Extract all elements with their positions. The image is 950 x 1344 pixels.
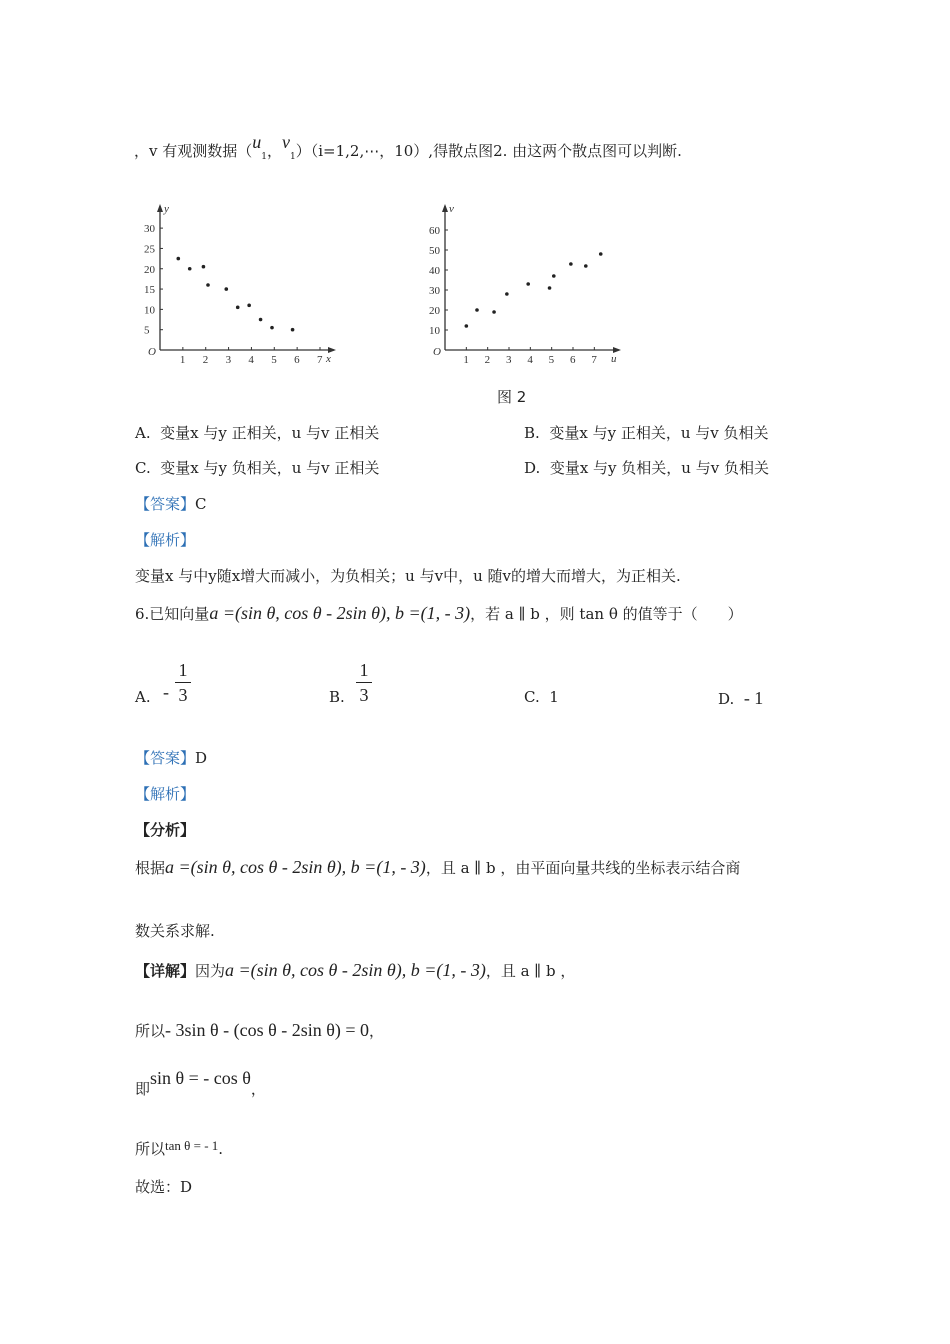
scatter-point: [552, 274, 556, 278]
q6-step1: 所以- 3sin θ - (cos θ - 2sin θ) = 0，: [135, 1020, 385, 1040]
intro-prefix: ，v 有观测数据（: [134, 142, 253, 160]
q6-stem: 6.已知向量a =(sin θ, cos θ - 2sin θ), b =(1, - 3)，若 a ∥ b ，则 tan θ 的值等于（ ）: [135, 603, 743, 623]
figure-caption: 图 2: [497, 388, 527, 406]
y-tick-label: 30: [144, 223, 155, 236]
y-tick-label: 30: [429, 285, 440, 297]
y-tick-label: 5: [144, 324, 150, 337]
var-v-sub: 1: [290, 152, 296, 162]
y-axis-label: v: [449, 203, 454, 215]
scatter-point: [569, 262, 573, 266]
x-tick-label: 1: [179, 354, 186, 366]
origin-label: O: [148, 346, 156, 358]
y-tick-label: 20: [429, 305, 440, 317]
scatter-point: [526, 282, 530, 286]
x-tick-label: 3: [506, 354, 512, 366]
x-tick-label: 2: [202, 354, 209, 366]
y-axis-arrow: [442, 204, 448, 212]
q6-option-a-sign: -: [163, 682, 169, 702]
y-tick-label: 25: [144, 243, 155, 256]
q6-option-c[interactable]: C. 1: [524, 688, 559, 706]
x-tick-label: 7: [591, 354, 597, 366]
intro-line: [134, 132, 682, 162]
y-axis-label: y: [164, 203, 169, 215]
scatter-point: [599, 252, 603, 256]
y-tick-label: 20: [144, 263, 155, 276]
scatter-point: [236, 306, 240, 310]
var-u-sub: 1: [261, 152, 267, 162]
scatter-point: [259, 318, 263, 322]
chart1-points: [176, 257, 294, 332]
x-tick-label: 4: [527, 354, 533, 366]
x-axis-label: x: [326, 353, 331, 365]
q6-conclusion: 故选：D: [135, 1178, 193, 1196]
q6-detail-line: 【详解】因为a =(sin θ, cos θ - 2sin θ), b =(1, - 3)，且 a ∥ b ，: [135, 960, 576, 980]
q6-fenxi-tag: 【分析】: [135, 821, 196, 839]
y-tick-label: 50: [429, 245, 440, 257]
q6-option-b-frac: 1 3: [356, 660, 372, 705]
q6-option-b-letter[interactable]: B.: [329, 688, 345, 706]
scatter-point: [206, 283, 210, 287]
q5-option-d[interactable]: D. 变量x 与y 负相关，u 与v 负相关: [524, 459, 769, 477]
x-tick-label: 5: [271, 354, 277, 366]
q6-option-d[interactable]: D. - 1: [718, 688, 764, 708]
y-tick-label: 10: [144, 304, 155, 317]
chart2-points: [465, 252, 603, 328]
y-tick-label: 40: [429, 265, 440, 277]
q5-analysis-text: 变量x 与中y随x增大而减小，为负相关；u 与v中，u 随v的增大而增大，为正相关.: [135, 567, 681, 585]
scatter-point: [465, 324, 469, 328]
scatter-point: [202, 265, 206, 269]
x-tick-label: 5: [548, 354, 555, 366]
q6-vector-expr: a =(sin θ, cos θ - 2sin θ), b =(1, - 3): [209, 603, 471, 623]
x-axis-label: u: [611, 353, 617, 365]
y-tick-label: 10: [429, 325, 440, 337]
x-tick-label: 6: [570, 354, 576, 366]
q6-analysis-tag: 【解析】: [135, 785, 196, 803]
x-tick-label: 7: [317, 354, 323, 366]
q5-answer: 【答案】C: [135, 495, 207, 513]
scatter-point: [492, 310, 496, 314]
q5-option-b[interactable]: B. 变量x 与y 正相关，u 与v 负相关: [524, 424, 769, 442]
x-tick-label: 2: [484, 354, 491, 366]
scatter-point: [270, 326, 274, 330]
q6-fenxi-line2: 数关系求解.: [135, 922, 215, 940]
q6-answer: 【答案】D: [135, 749, 208, 767]
q6-option-a-frac: 1 3: [175, 660, 191, 705]
scatter-point: [247, 304, 251, 308]
scatter-point: [505, 292, 509, 296]
origin-label: O: [433, 346, 441, 358]
x-tick-label: 1: [463, 354, 469, 366]
x-tick-label: 3: [225, 354, 232, 366]
scatter-point: [188, 267, 192, 271]
var-v: v: [282, 132, 290, 152]
scatter-point: [224, 287, 228, 291]
chart1-axes: [144, 203, 336, 366]
q6-fenxi-line1: 根据a =(sin θ, cos θ - 2sin θ), b =(1, - 3)，且 a ∥ b ，由平面向量共线的坐标表示结合商: [135, 857, 741, 877]
y-axis-arrow: [157, 204, 163, 212]
chart2-axes: [429, 203, 621, 366]
q6-option-a-letter[interactable]: A.: [135, 688, 151, 706]
q5-analysis-tag: 【解析】: [135, 531, 196, 549]
x-tick-label: 4: [248, 354, 254, 366]
scatter-chart-2: [410, 190, 620, 370]
var-u: u: [252, 132, 262, 152]
scatter-point: [291, 328, 295, 332]
intro-suffix: ）（i=1,2,⋯，10）,得散点图2. 由这两个散点图可以判断.: [295, 142, 682, 160]
scatter-point: [548, 286, 552, 290]
q6-step3: 所以tan θ = - 1.: [135, 1138, 224, 1158]
scatter-point: [176, 257, 180, 261]
q5-option-a[interactable]: A. 变量x 与y 正相关，u 与v 正相关: [135, 424, 380, 442]
q6-step2: 即sin θ = - cos θ，: [135, 1068, 266, 1098]
scatter-chart-1: [130, 190, 330, 370]
scatter-point: [475, 308, 479, 312]
scatter-point: [584, 264, 588, 268]
q5-option-c[interactable]: C. 变量x 与y 负相关，u 与v 正相关: [135, 459, 380, 477]
intro-sep: ，: [266, 142, 282, 160]
x-tick-label: 6: [294, 354, 300, 366]
y-tick-label: 60: [429, 225, 440, 237]
y-tick-label: 15: [144, 284, 155, 297]
